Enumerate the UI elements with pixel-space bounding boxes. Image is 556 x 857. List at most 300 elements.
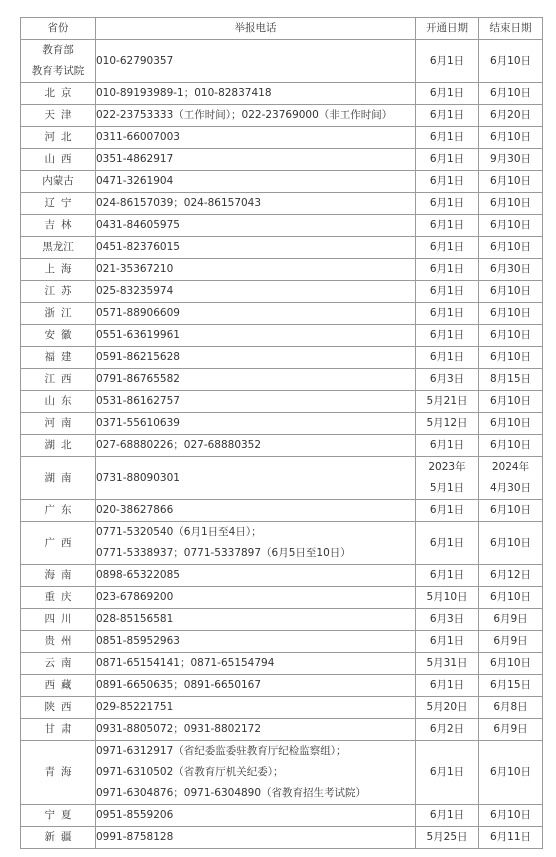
start-date-cell [416, 522, 479, 565]
phone-cell [96, 609, 416, 631]
province-cell [21, 500, 96, 522]
end-date-cell-line: 2024年 [491, 461, 530, 473]
end-date-cell-line: 6月10日 [489, 809, 532, 821]
province-cell-line: 教育考试院 [31, 65, 85, 77]
start-date-cell [416, 609, 479, 631]
table-row [21, 653, 543, 675]
province-cell [21, 369, 96, 391]
table-row [21, 281, 543, 303]
start-date-cell-line: 5月21日 [426, 395, 468, 407]
phone-cell [96, 805, 416, 827]
province-cell [21, 325, 96, 347]
start-date-cell [416, 281, 479, 303]
province-cell [21, 522, 96, 565]
table-row [21, 675, 543, 697]
province-cell-line: 江西 [44, 373, 78, 385]
province-cell [21, 741, 96, 805]
phone-cell-line: 024-86157039；024-86157043 [96, 197, 262, 209]
province-cell-line: 重庆 [44, 591, 78, 603]
table-body [21, 40, 543, 849]
start-date-cell [416, 105, 479, 127]
end-date-cell [479, 435, 543, 457]
phone-cell-line: 0971-6310502（省教育厅机关纪委）； [96, 766, 284, 778]
start-date-cell [416, 697, 479, 719]
province-cell [21, 303, 96, 325]
end-date-cell [479, 609, 543, 631]
phone-cell [96, 369, 416, 391]
start-date-cell [416, 435, 479, 457]
start-date-cell [416, 171, 479, 193]
end-date-cell-line: 6月10日 [489, 131, 532, 143]
province-cell [21, 83, 96, 105]
start-date-cell-line: 6月1日 [429, 809, 465, 821]
end-date-cell-line: 6月10日 [489, 351, 532, 363]
end-date-cell-line: 6月10日 [489, 241, 532, 253]
start-date-cell [416, 369, 479, 391]
start-date-cell-line: 5月10日 [426, 591, 468, 603]
province-cell-line: 江苏 [44, 285, 78, 297]
province-cell-line: 新疆 [44, 831, 78, 843]
phone-cell [96, 347, 416, 369]
phone-cell [96, 457, 416, 500]
table-row [21, 741, 543, 805]
phone-cell-line: 0531-86162757 [96, 395, 180, 407]
phone-cell [96, 193, 416, 215]
province-cell-line: 河南 [44, 417, 78, 429]
start-date-cell-line: 6月1日 [429, 175, 465, 187]
province-cell-line: 河北 [44, 131, 78, 143]
phone-cell-line: 0991-8758128 [96, 831, 174, 843]
phone-cell [96, 500, 416, 522]
province-cell-line: 四川 [44, 613, 78, 625]
phone-cell-line: 0311-66007003 [96, 131, 180, 143]
start-date-cell-line: 6月1日 [429, 439, 465, 451]
phone-cell-line: 0471-3261904 [96, 175, 174, 187]
phone-cell-line: 0851-85952963 [96, 635, 180, 647]
phone-cell [96, 171, 416, 193]
start-date-cell-line: 6月1日 [429, 285, 465, 297]
end-date-cell [479, 237, 543, 259]
phone-cell-line: 027-68880226；027-68880352 [96, 439, 262, 451]
table-row [21, 40, 543, 83]
end-date-cell [479, 413, 543, 435]
end-date-cell [479, 215, 543, 237]
end-date-cell [479, 653, 543, 675]
start-date-cell-line: 6月1日 [429, 536, 465, 549]
table-row [21, 237, 543, 259]
end-date-cell [479, 40, 543, 83]
province-cell-line: 宁夏 [44, 809, 78, 821]
phone-cell [96, 127, 416, 149]
table-row [21, 83, 543, 105]
phone-cell [96, 565, 416, 587]
end-date-cell [479, 697, 543, 719]
end-date-cell [479, 457, 543, 500]
start-date-cell [416, 215, 479, 237]
phone-cell [96, 259, 416, 281]
province-cell [21, 105, 96, 127]
end-date-cell [479, 83, 543, 105]
phone-cell-line: 010-62790357 [96, 54, 174, 67]
start-date-cell-line: 6月3日 [429, 613, 465, 625]
province-cell [21, 193, 96, 215]
table-row [21, 500, 543, 522]
start-date-cell-line: 5月20日 [426, 701, 468, 713]
province-cell [21, 457, 96, 500]
header-province: 省份 [21, 18, 96, 40]
province-cell-line: 内蒙古 [42, 175, 74, 187]
end-date-cell-line: 6月30日 [489, 263, 532, 275]
end-date-cell [479, 522, 543, 565]
start-date-cell [416, 303, 479, 325]
phone-cell-line: 0791-86765582 [96, 373, 180, 385]
province-cell [21, 587, 96, 609]
table-row [21, 105, 543, 127]
start-date-cell [416, 413, 479, 435]
end-date-cell [479, 281, 543, 303]
table-row [21, 827, 543, 849]
start-date-cell [416, 719, 479, 741]
province-cell [21, 675, 96, 697]
phone-cell-line: 021-35367210 [96, 263, 174, 275]
phone-cell [96, 237, 416, 259]
province-cell [21, 805, 96, 827]
end-date-cell [479, 827, 543, 849]
phone-cell [96, 215, 416, 237]
table-row [21, 565, 543, 587]
phone-cell [96, 83, 416, 105]
end-date-cell-line: 6月10日 [489, 657, 532, 669]
table-row [21, 193, 543, 215]
end-date-cell [479, 741, 543, 805]
province-cell-line: 山西 [44, 153, 78, 165]
table-row [21, 522, 543, 565]
end-date-cell-line: 6月10日 [489, 197, 532, 209]
end-date-cell-line: 6月10日 [489, 54, 532, 67]
table-row [21, 215, 543, 237]
end-date-cell [479, 193, 543, 215]
end-date-cell [479, 171, 543, 193]
province-cell-line: 甘肃 [44, 723, 78, 735]
end-date-cell-line: 6月10日 [489, 439, 532, 451]
province-cell-line: 青海 [44, 766, 78, 778]
start-date-cell-line: 5月31日 [426, 657, 468, 669]
phone-cell-line: 0871-65154141；0871-65154794 [96, 657, 275, 669]
end-date-cell-line: 6月10日 [489, 175, 532, 187]
table-row [21, 805, 543, 827]
end-date-cell [479, 565, 543, 587]
phone-cell-line: 0971-6312917（省纪委监委驻教育厅纪检监察组）； [96, 745, 347, 757]
end-date-cell-line: 6月10日 [489, 219, 532, 231]
phone-cell-line: 0431-84605975 [96, 219, 180, 231]
table-row [21, 391, 543, 413]
start-date-cell [416, 347, 479, 369]
start-date-cell [416, 827, 479, 849]
phone-cell [96, 522, 416, 565]
province-cell [21, 827, 96, 849]
start-date-cell-line: 6月1日 [429, 241, 465, 253]
phone-cell [96, 719, 416, 741]
table-row [21, 369, 543, 391]
end-date-cell [479, 675, 543, 697]
province-cell [21, 391, 96, 413]
end-date-cell-line: 6月10日 [489, 329, 532, 341]
end-date-cell [479, 303, 543, 325]
end-date-cell-line: 6月10日 [489, 395, 532, 407]
end-date-cell-line: 6月11日 [489, 831, 532, 843]
start-date-cell [416, 127, 479, 149]
end-date-cell-line: 6月10日 [489, 417, 532, 429]
start-date-cell [416, 193, 479, 215]
phone-cell-line: 0451-82376015 [96, 241, 180, 253]
table-header-row [21, 18, 543, 40]
phone-cell [96, 741, 416, 805]
province-cell-line: 浙江 [44, 307, 78, 319]
province-cell-line: 天津 [44, 109, 78, 121]
start-date-cell-line: 6月1日 [429, 131, 465, 143]
province-cell [21, 259, 96, 281]
start-date-cell-line: 6月1日 [429, 54, 465, 67]
province-cell-line: 贵州 [44, 635, 78, 647]
province-cell [21, 435, 96, 457]
start-date-cell [416, 259, 479, 281]
table-row [21, 303, 543, 325]
end-date-cell [479, 259, 543, 281]
phone-cell-line: 0371-55610639 [96, 417, 180, 429]
end-date-cell [479, 105, 543, 127]
start-date-cell-line: 6月1日 [429, 109, 465, 121]
report-hotline-table [20, 17, 543, 849]
phone-cell [96, 303, 416, 325]
end-date-cell-line: 6月10日 [489, 285, 532, 297]
start-date-cell [416, 457, 479, 500]
phone-cell [96, 325, 416, 347]
phone-cell-line: 0898-65322085 [96, 569, 180, 581]
province-cell [21, 171, 96, 193]
province-cell [21, 347, 96, 369]
table-row [21, 171, 543, 193]
end-date-cell [479, 500, 543, 522]
end-date-cell-line: 6月8日 [493, 701, 528, 713]
start-date-cell [416, 587, 479, 609]
start-date-cell [416, 237, 479, 259]
province-cell-line: 吉林 [44, 219, 78, 231]
end-date-cell-line: 9月30日 [489, 153, 532, 165]
start-date-cell-line: 6月1日 [429, 679, 465, 691]
phone-cell [96, 105, 416, 127]
phone-cell-line: 0731-88090301 [96, 471, 180, 484]
start-date-cell [416, 500, 479, 522]
province-cell [21, 697, 96, 719]
phone-cell [96, 587, 416, 609]
phone-cell-line: 0971-6304876；0971-6304890（省教育招生考试院） [96, 787, 367, 799]
province-cell-line: 黑龙江 [42, 241, 74, 253]
end-date-cell-line: 4月30日 [489, 482, 532, 494]
header-end-date: 结束日期 [479, 18, 543, 40]
phone-cell-line: 020-38627866 [96, 504, 174, 516]
phone-cell-line: 0591-86215628 [96, 351, 180, 363]
end-date-cell [479, 127, 543, 149]
table-row [21, 719, 543, 741]
province-cell [21, 631, 96, 653]
province-cell-line: 广西 [44, 536, 78, 549]
phone-cell-line: 0891-6650635；0891-6650167 [96, 679, 262, 691]
start-date-cell-line: 5月25日 [426, 831, 468, 843]
province-cell-line: 云南 [44, 657, 78, 669]
phone-cell-line: 010-89193989-1；010-82837418 [96, 87, 272, 99]
start-date-cell-line: 6月1日 [429, 219, 465, 231]
end-date-cell-line: 6月10日 [489, 766, 532, 778]
end-date-cell [479, 631, 543, 653]
start-date-cell-line: 6月3日 [429, 373, 465, 385]
phone-cell [96, 391, 416, 413]
province-cell [21, 127, 96, 149]
end-date-cell-line: 6月9日 [493, 723, 528, 735]
province-cell [21, 237, 96, 259]
end-date-cell [479, 325, 543, 347]
province-cell-line: 安徽 [44, 329, 78, 341]
start-date-cell [416, 149, 479, 171]
start-date-cell-line: 6月1日 [429, 263, 465, 275]
phone-cell [96, 653, 416, 675]
province-cell-line: 辽宁 [44, 197, 78, 209]
end-date-cell [479, 391, 543, 413]
phone-cell-line: 023-67869200 [96, 591, 174, 603]
end-date-cell [479, 369, 543, 391]
start-date-cell-line: 6月1日 [429, 351, 465, 363]
end-date-cell-line: 6月10日 [489, 591, 532, 603]
end-date-cell-line: 6月9日 [493, 613, 528, 625]
end-date-cell [479, 719, 543, 741]
start-date-cell [416, 631, 479, 653]
table-row [21, 457, 543, 500]
province-cell [21, 565, 96, 587]
header-start-date: 开通日期 [416, 18, 479, 40]
province-cell [21, 40, 96, 83]
table-row [21, 435, 543, 457]
phone-cell [96, 675, 416, 697]
province-cell-line: 海南 [44, 569, 78, 581]
table-row [21, 631, 543, 653]
start-date-cell-line: 6月1日 [429, 766, 465, 778]
phone-cell-line: 028-85156581 [96, 613, 174, 625]
end-date-cell-line: 6月10日 [489, 307, 532, 319]
start-date-cell-line: 6月1日 [429, 87, 465, 99]
table-row [21, 413, 543, 435]
start-date-cell-line: 6月1日 [429, 635, 465, 647]
phone-cell [96, 413, 416, 435]
start-date-cell [416, 40, 479, 83]
province-cell-line: 湖北 [44, 439, 78, 451]
start-date-cell [416, 675, 479, 697]
start-date-cell-line: 6月1日 [429, 504, 465, 516]
end-date-cell-line: 6月10日 [489, 536, 532, 549]
start-date-cell-line: 2023年 [428, 461, 466, 473]
table-row [21, 697, 543, 719]
province-cell-line: 福建 [44, 351, 78, 363]
phone-cell [96, 697, 416, 719]
start-date-cell [416, 325, 479, 347]
province-cell [21, 719, 96, 741]
end-date-cell-line: 6月10日 [489, 504, 532, 516]
end-date-cell [479, 149, 543, 171]
start-date-cell [416, 741, 479, 805]
start-date-cell-line: 6月1日 [429, 153, 465, 165]
start-date-cell-line: 5月12日 [426, 417, 468, 429]
end-date-cell [479, 587, 543, 609]
province-cell [21, 149, 96, 171]
phone-cell-line: 029-85221751 [96, 701, 174, 713]
phone-cell [96, 631, 416, 653]
start-date-cell-line: 6月2日 [429, 723, 465, 735]
start-date-cell [416, 83, 479, 105]
phone-cell [96, 40, 416, 83]
phone-cell [96, 435, 416, 457]
province-cell [21, 653, 96, 675]
table-row [21, 259, 543, 281]
province-cell-line: 教育部 [42, 44, 74, 56]
province-cell-line: 北京 [44, 87, 78, 99]
phone-cell-line: 0771-5320540（6月1日至4日）； [96, 526, 262, 538]
start-date-cell [416, 805, 479, 827]
phone-cell-line: 022-23753333（工作时间）；022-23769000（非工作时间） [96, 109, 393, 121]
phone-cell-line: 0931-8805072；0931-8802172 [96, 723, 262, 735]
end-date-cell [479, 805, 543, 827]
start-date-cell [416, 653, 479, 675]
start-date-cell [416, 391, 479, 413]
table-row [21, 609, 543, 631]
start-date-cell [416, 565, 479, 587]
province-cell-line: 湖南 [44, 471, 78, 484]
province-cell-line: 山东 [44, 395, 78, 407]
end-date-cell-line: 6月9日 [493, 635, 528, 647]
province-cell-line: 西藏 [44, 679, 78, 691]
province-cell-line: 上海 [44, 263, 78, 275]
province-cell-line: 陕西 [44, 701, 78, 713]
start-date-cell-line: 6月1日 [429, 569, 465, 581]
phone-cell-line: 0551-63619961 [96, 329, 180, 341]
table-row [21, 127, 543, 149]
end-date-cell-line: 6月10日 [489, 87, 532, 99]
province-cell [21, 609, 96, 631]
end-date-cell-line: 8月15日 [489, 373, 532, 385]
end-date-cell [479, 347, 543, 369]
table-row [21, 347, 543, 369]
start-date-cell-line: 6月1日 [429, 329, 465, 341]
start-date-cell-line: 5月1日 [429, 482, 465, 494]
phone-cell [96, 281, 416, 303]
phone-cell-line: 0771-5338937；0771-5337897（6月5日至10日） [96, 547, 351, 559]
table-row [21, 149, 543, 171]
phone-cell-line: 025-83235974 [96, 285, 174, 297]
province-cell [21, 215, 96, 237]
province-cell-line: 广东 [44, 504, 78, 516]
phone-cell-line: 0351-4862917 [96, 153, 174, 165]
table-row [21, 587, 543, 609]
end-date-cell-line: 6月20日 [489, 109, 532, 121]
end-date-cell-line: 6月15日 [489, 679, 532, 691]
start-date-cell-line: 6月1日 [429, 307, 465, 319]
header-phone: 举报电话 [96, 18, 416, 40]
phone-cell-line: 0571-88906609 [96, 307, 180, 319]
phone-cell-line: 0951-8559206 [96, 809, 174, 821]
province-cell [21, 413, 96, 435]
start-date-cell-line: 6月1日 [429, 197, 465, 209]
province-cell [21, 281, 96, 303]
phone-cell [96, 149, 416, 171]
end-date-cell-line: 6月12日 [489, 569, 532, 581]
table-row [21, 325, 543, 347]
